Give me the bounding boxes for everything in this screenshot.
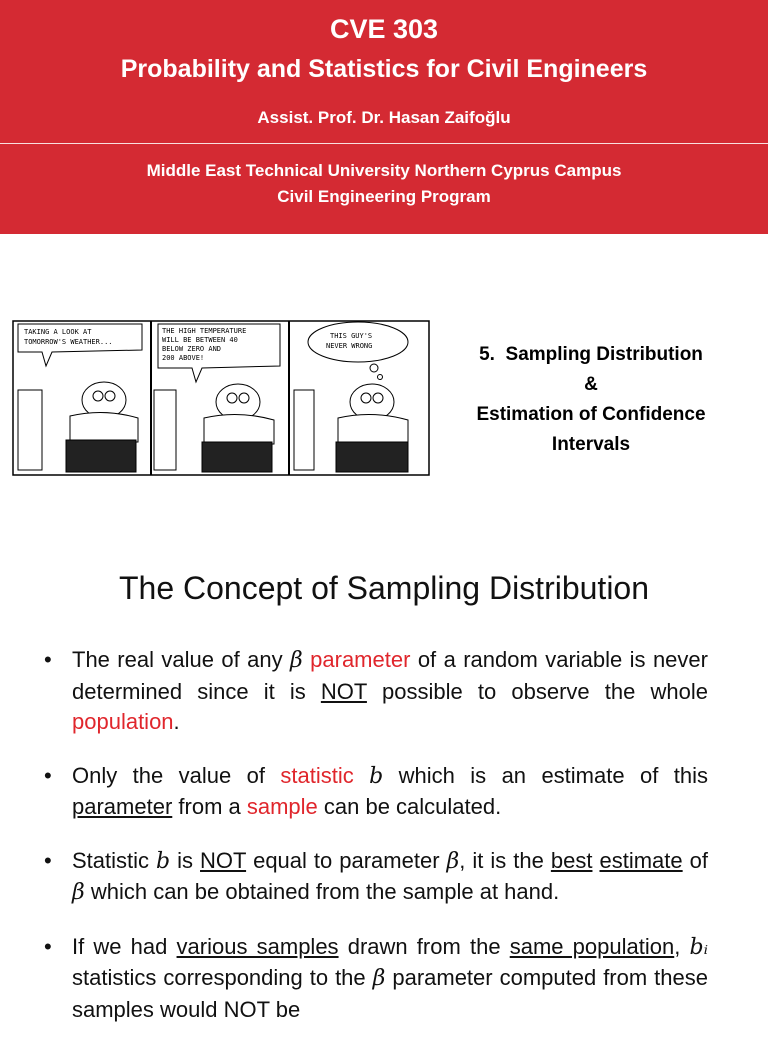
header-divider <box>0 143 768 144</box>
header-banner <box>0 0 768 234</box>
panel3-thought: THIS GUY'S NEVER WRONG <box>326 332 373 350</box>
chapter-heading <box>440 340 742 460</box>
bullet-item: • The real value of any β parameter of a random variable is never determined since it is NOT possible to observe the whole population. <box>44 647 708 734</box>
course-title: Probability and Statistics for Civil Engineers <box>120 55 648 83</box>
term-parameter: parameter <box>310 647 411 672</box>
term-sample: sample <box>246 794 318 819</box>
course-code: CVE 303 <box>329 14 439 44</box>
bullet-dot: • <box>44 847 52 873</box>
program-name: Civil Engineering Program <box>277 187 491 206</box>
panel1-caption: TAKING A LOOK AT TOMORROW'S WEATHER... <box>24 328 113 346</box>
term-statistic: statistic <box>280 762 354 788</box>
bullet-item: • Statistic b is NOT equal to parameter β, it is the best estimate of β which can be obtained from the sample at hand. <box>44 847 708 905</box>
bullet-dot: • <box>44 933 52 959</box>
bullet-list <box>44 645 708 1048</box>
instructor-name: Assist. Prof. Dr. Hasan Zaifoğlu <box>257 108 511 127</box>
slide-title: The Concept of Sampling Distribution <box>118 570 650 606</box>
comic-panel-3 <box>294 322 408 472</box>
chapter-title-line3: Estimation of Confidence <box>476 404 706 425</box>
garfield-comic-strip <box>12 320 430 476</box>
panel2-caption: THE HIGH TEMPERATURE WILL BE BETWEEN 40 BELOW ZERO AND 200 ABOVE! <box>162 327 247 362</box>
chapter-title-line4: Intervals <box>551 434 631 455</box>
bullet-item: • Only the value of statistic b which is an estimate of this parameter from a sample can be calculated. <box>44 762 708 819</box>
chapter-title-line1: 5. Sampling Distribution <box>479 344 703 365</box>
university-name: Middle East Technical University Northern Cyprus Campus <box>146 161 622 180</box>
bullet-dot: • <box>44 762 52 788</box>
term-population: population <box>72 709 174 734</box>
bullet-item: • If we had various samples drawn from the same population, bᵢ statistics corresponding to the β parameter computed from these samples would NOT be <box>44 933 709 1022</box>
bullet-dot: • <box>44 647 52 672</box>
chapter-title-ampersand: & <box>584 374 598 395</box>
